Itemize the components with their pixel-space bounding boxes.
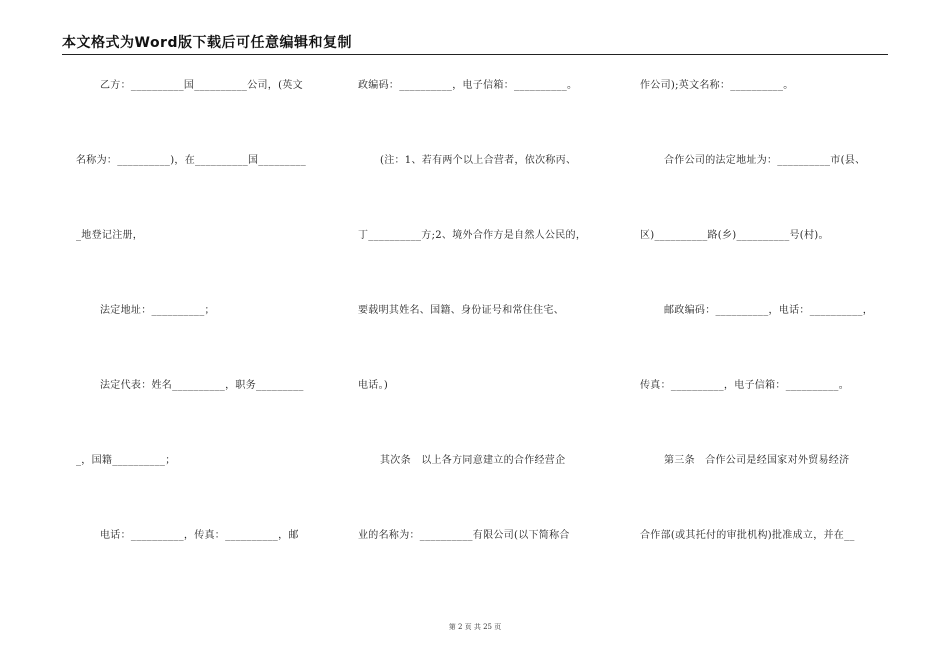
page-header: [62, 34, 888, 55]
text-line: 业的名称为：__________有限公司(以下简称合: [358, 530, 570, 541]
text-line: 名称为：__________)，在__________国_________: [76, 155, 307, 166]
text-line: 乙方：__________国__________公司，(英文: [100, 80, 303, 91]
text-line: (注：1、若有两个以上合营者，依次称丙、: [380, 155, 577, 166]
text-line: 邮政编码：__________，电话：__________，: [664, 305, 873, 316]
page-number-footer: 第 2 页 共 25 页: [448, 623, 502, 631]
text-line: 其次条 以上各方同意建立的合作经营企: [380, 455, 566, 466]
text-line: 丁__________方;2、境外合作方是自然人公民的，: [358, 230, 587, 241]
header-title: 本文格式为Word版下载后可任意编辑和复制: [62, 35, 352, 51]
text-line: 电话：__________，传真：__________，邮: [100, 530, 299, 541]
text-line: 电话。): [358, 380, 389, 391]
text-line: 合作公司的法定地址为：__________市(县、: [664, 155, 866, 166]
text-line: 第三条 合作公司是经国家对外贸易经济: [664, 455, 850, 466]
text-line: 法定代表：姓名__________，职务_________: [100, 380, 304, 391]
text-line: 区)__________路(乡)__________号(村)。: [640, 230, 829, 241]
text-line: 政编码：__________，电子信箱：__________。: [358, 80, 578, 91]
text-line: 传真：__________，电子信箱：__________。: [640, 380, 849, 391]
text-line: 法定地址：__________；: [100, 305, 215, 316]
text-line: 要载明其姓名、国籍、身份证号和常住住宅、: [358, 305, 564, 316]
text-line: 作公司);英文名称：__________。: [640, 80, 794, 91]
text-line: 合作部(或其托付的审批机构)批准成立，并在__: [640, 530, 855, 541]
text-line: _地登记注册，: [76, 230, 144, 241]
text-line: _，国籍__________；: [76, 455, 176, 466]
